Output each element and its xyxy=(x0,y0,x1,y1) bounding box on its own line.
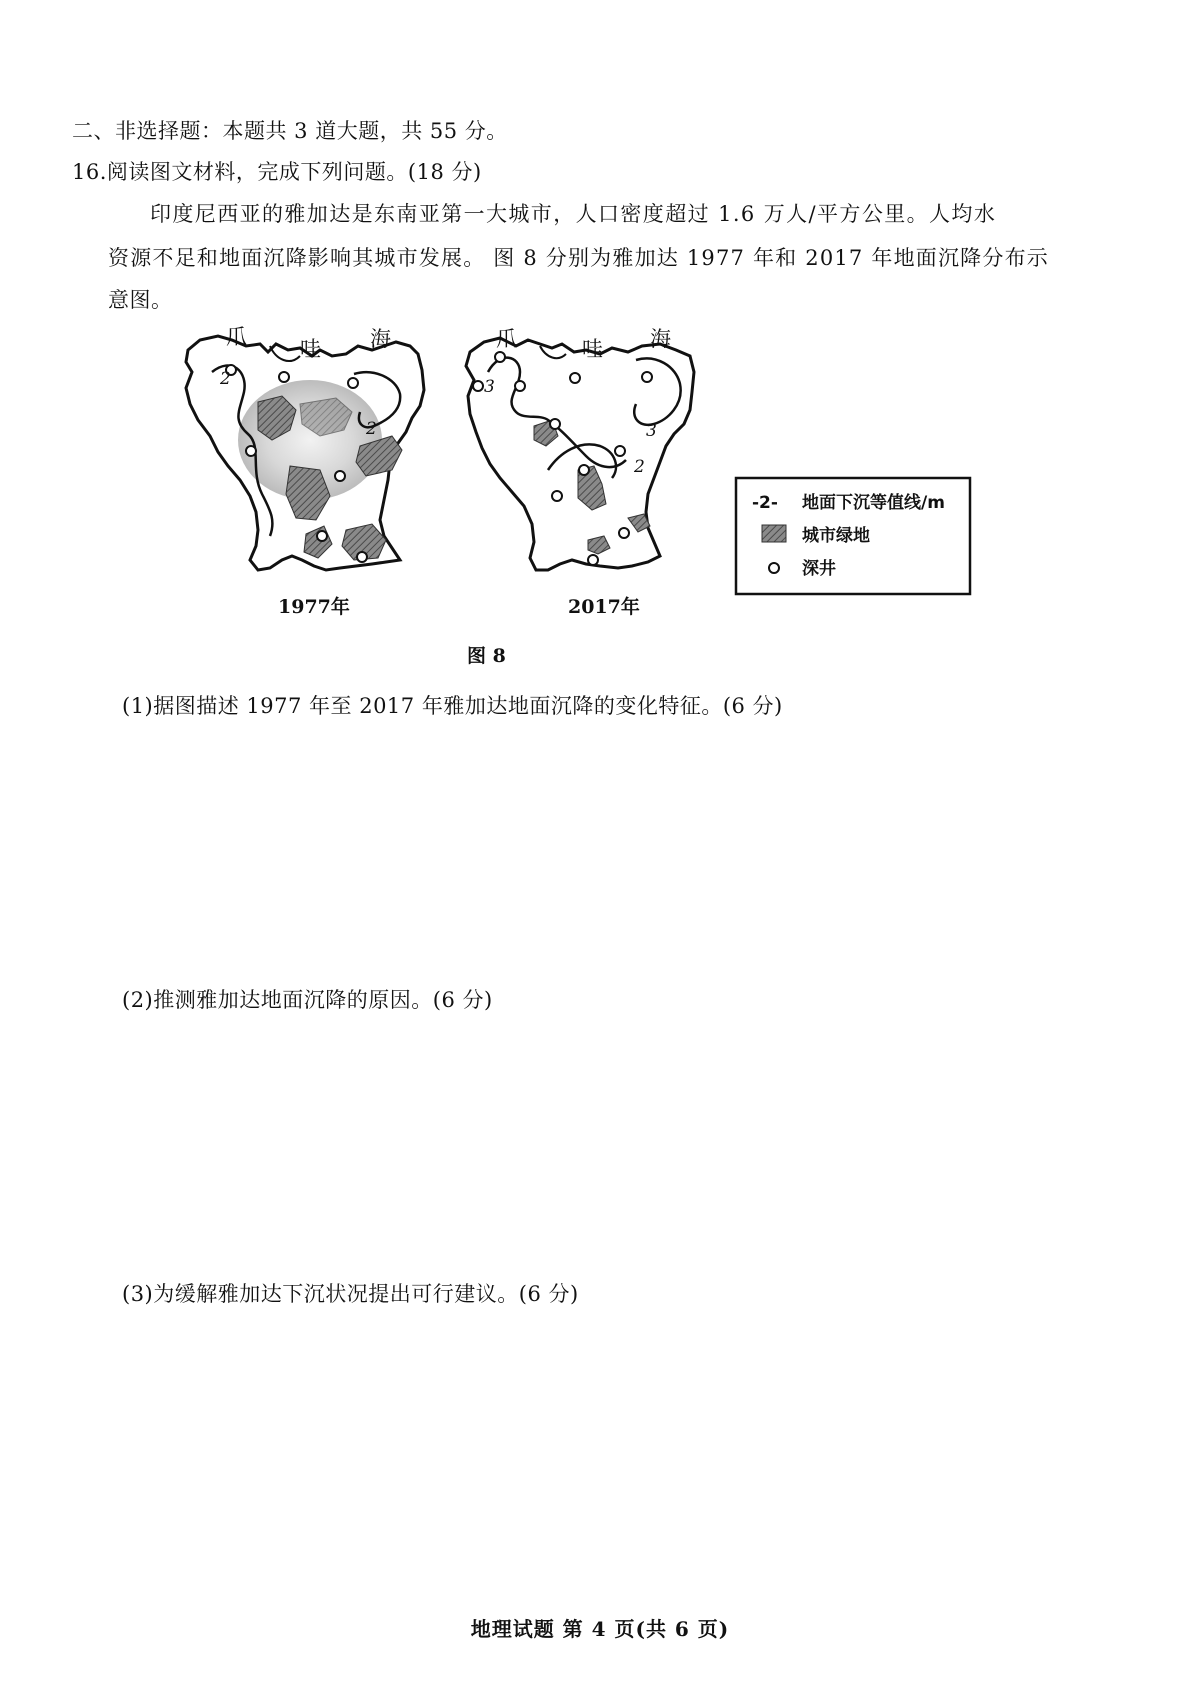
map-year-label-1977: 1977年 xyxy=(278,596,350,618)
deep-well-icon xyxy=(550,419,560,429)
sea-label-char: 哇 xyxy=(582,337,603,361)
sea-label-char: 哇 xyxy=(300,337,321,361)
deep-well-icon xyxy=(279,372,289,382)
page-footer: 地理试题 第 4 页(共 6 页) xyxy=(470,1617,730,1641)
deep-well-icon xyxy=(615,446,625,456)
deep-well-icon xyxy=(552,491,562,501)
subquestion-3: (3)为缓解雅加达下沉状况提出可行建议。(6 分) xyxy=(122,1282,579,1306)
subquestion-2: (2)推测雅加达地面沉降的原因。(6 分) xyxy=(122,988,493,1012)
sea-label-char: 海 xyxy=(650,327,671,351)
material-paragraph-line: 意图。 xyxy=(108,288,173,312)
map-legend xyxy=(736,478,970,594)
material-paragraph-line: 资源不足和地面沉降影响其城市发展。 图 8 分别为雅加达 1977 年和 2017 年地面沉降分布示 xyxy=(108,246,1049,270)
figure-8-maps xyxy=(0,0,1200,680)
legend-greenland-label: 城市绿地 xyxy=(802,526,870,546)
legend-contour-label: 地面下沉等值线/m xyxy=(802,493,945,513)
deep-well-icon xyxy=(570,373,580,383)
map-2017-outline xyxy=(466,338,694,570)
subquestion-1: (1)据图描述 1977 年至 2017 年雅加达地面沉降的变化特征。(6 分) xyxy=(122,694,783,718)
deep-well-icon xyxy=(357,552,367,562)
deep-well-icon xyxy=(335,471,345,481)
deep-well-icon xyxy=(473,381,483,391)
map-year-label-2017: 2017年 xyxy=(568,596,640,618)
section-heading: 二、非选择题：本题共 3 道大题，共 55 分。 xyxy=(72,119,508,143)
contour-value: 2 xyxy=(634,457,645,477)
deep-well-icon xyxy=(579,465,589,475)
contour-value: 3 xyxy=(484,377,495,397)
deep-well-icon xyxy=(246,446,256,456)
deep-well-icon xyxy=(317,531,327,541)
legend-contour-symbol: -2- xyxy=(752,493,778,513)
contour-value: 3 xyxy=(646,421,657,441)
deep-well-icon xyxy=(588,555,598,565)
figure-caption: 图 8 xyxy=(467,645,506,667)
question-title: 16.阅读图文材料，完成下列问题。(18 分) xyxy=(72,160,482,184)
deep-well-icon xyxy=(642,372,652,382)
material-paragraph-line: 印度尼西亚的雅加达是东南亚第一大城市，人口密度超过 1.6 万人/平方公里。人均水 xyxy=(150,202,997,226)
map-1977 xyxy=(186,325,424,618)
legend-well-icon xyxy=(769,563,779,573)
legend-well-label: 深井 xyxy=(802,559,836,579)
sea-label-char: 爪 xyxy=(496,327,517,351)
deep-well-icon xyxy=(619,528,629,538)
sea-label-char: 爪 xyxy=(226,325,247,349)
contour-value: 2 xyxy=(220,369,231,389)
deep-well-icon xyxy=(348,378,358,388)
contour-value: 2 xyxy=(366,419,377,439)
legend-greenland-swatch xyxy=(762,525,786,542)
deep-well-icon xyxy=(495,352,505,362)
map-2017 xyxy=(466,327,694,618)
sea-label-char: 海 xyxy=(370,327,391,351)
deep-well-icon xyxy=(515,381,525,391)
